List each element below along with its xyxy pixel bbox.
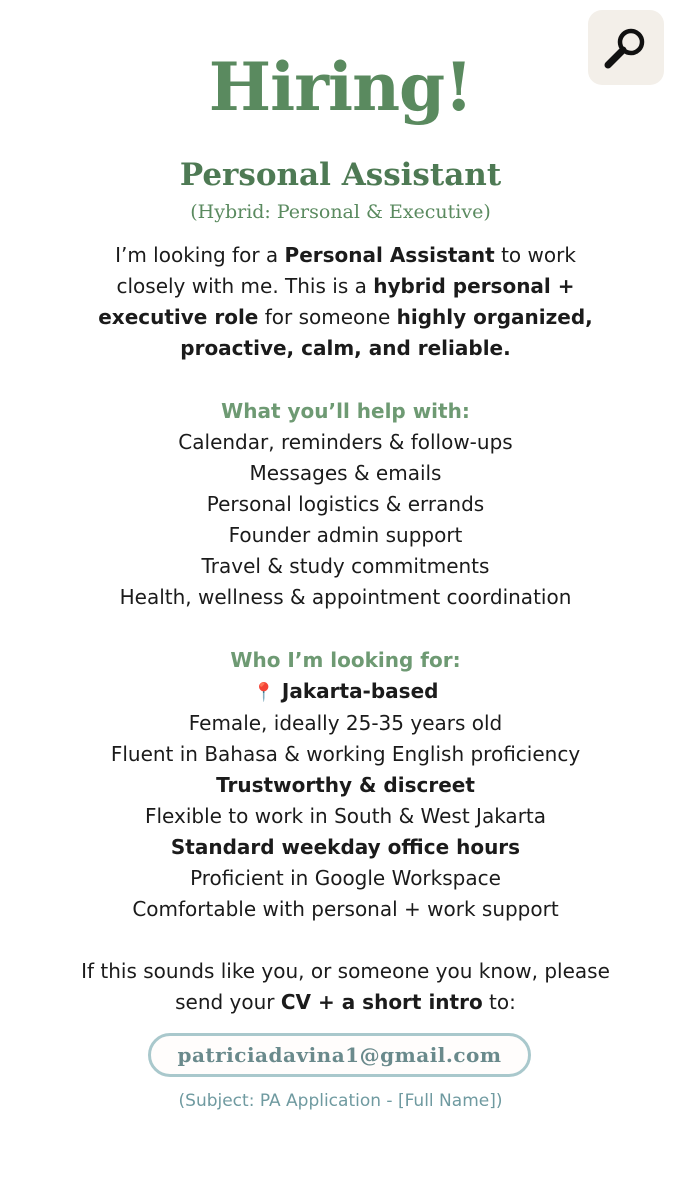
help-item: Travel & study commitments <box>201 554 490 578</box>
looking-item: Proficient in Google Workspace <box>190 866 501 890</box>
looking-item: Fluent in Bahasa & working English proficiency <box>110 742 581 766</box>
looking-heading: Who I’m looking for: <box>230 648 461 672</box>
closing-paragraph <box>60 956 631 1018</box>
intro-bold: hybrid personal + executive role <box>98 274 575 329</box>
intro-text: I’m looking for a <box>115 243 285 267</box>
hiring-headline: Hiring! <box>208 48 473 126</box>
looking-item <box>40 676 651 708</box>
help-item: Founder admin support <box>228 523 463 547</box>
intro-bold: highly organized, proactive, calm, and reliable. <box>180 305 593 360</box>
intro-text: to work closely with me. This is a <box>116 243 576 298</box>
role-subtitle: (Hybrid: Personal & Executive) <box>190 201 491 223</box>
closing-bold: CV + a short intro <box>280 990 483 1014</box>
closing-text: If this sounds like you, or someone you know, please send your <box>81 959 610 1014</box>
looking-item: Flexible to work in South & West Jakarta <box>144 804 547 828</box>
looking-item-text: Jakarta-based <box>281 679 439 703</box>
role-title: Personal Assistant <box>179 157 502 193</box>
intro-bold: Personal Assistant <box>284 243 495 267</box>
help-item: Personal logistics & errands <box>206 492 485 516</box>
looking-section <box>40 645 651 925</box>
looking-item: Comfortable with personal + work support <box>132 897 559 921</box>
pin-icon: 📍 <box>252 682 275 703</box>
looking-item: Standard weekday office hours <box>170 835 521 859</box>
help-heading: What you’ll help with: <box>221 399 470 423</box>
intro-text: for someone <box>258 305 397 329</box>
help-item: Health, wellness & appointment coordination <box>119 585 572 609</box>
help-item: Messages & emails <box>249 461 442 485</box>
help-section <box>40 396 651 613</box>
intro-paragraph <box>80 240 611 364</box>
help-item: Calendar, reminders & follow-ups <box>178 430 513 454</box>
looking-item: Female, ideally 25-35 years old <box>188 711 503 735</box>
email-link[interactable]: patriciadavina1@gmail.com <box>148 1033 531 1077</box>
closing-text: to: <box>482 990 516 1014</box>
looking-item: Trustworthy & discreet <box>216 773 475 797</box>
subject-note: (Subject: PA Application - [Full Name]) <box>178 1091 503 1111</box>
